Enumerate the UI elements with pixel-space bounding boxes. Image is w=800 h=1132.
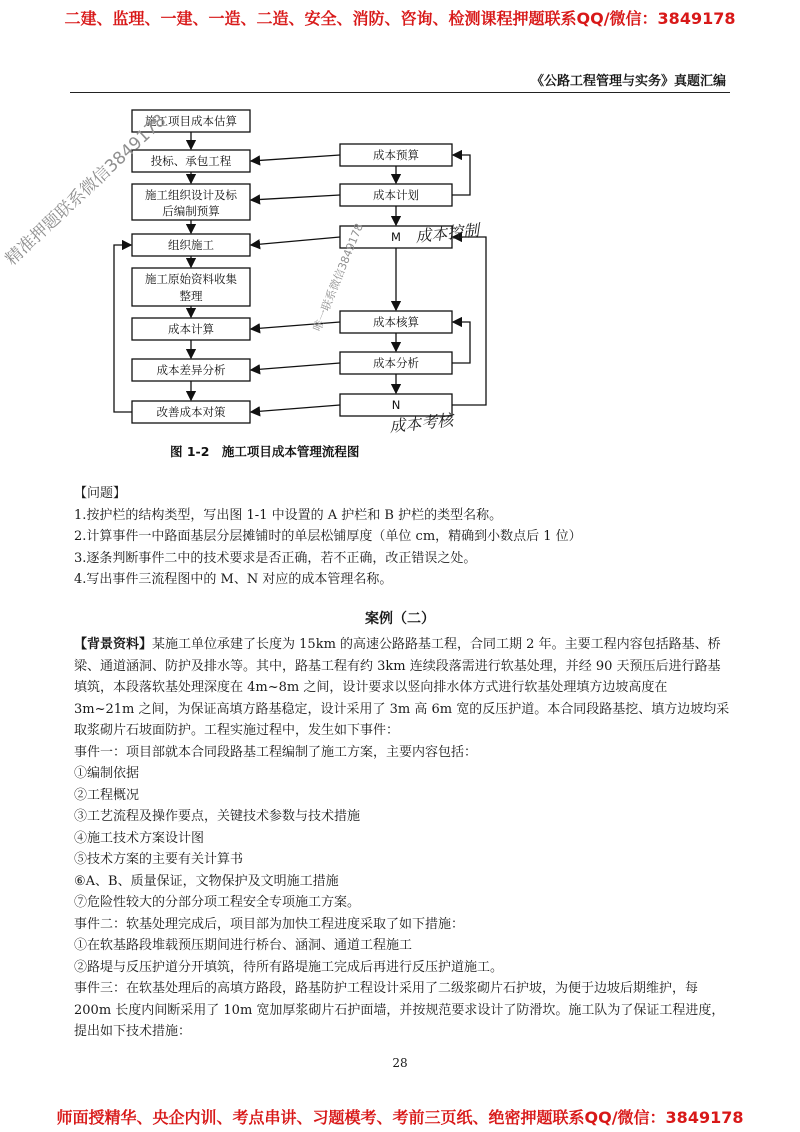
flow-label-collect-1: 施工原始资料收集: [145, 272, 237, 286]
figure-caption: 图 1-2 施工项目成本管理流程图: [170, 444, 360, 459]
top-promo-banner: 二建、监理、一建、一造、二造、安全、消防、咨询、检测课程押题联系QQ/微信：3849178: [64, 9, 736, 28]
flow-label-variance: 成本差异分析: [156, 363, 226, 377]
flow-label-improve: 改善成本对策: [156, 405, 226, 419]
flow-label-analysis: 成本分析: [373, 356, 419, 370]
flow-label-budget: 成本预算: [373, 148, 419, 162]
header-title: 《公路工程管理与实务》真题汇编: [530, 74, 726, 89]
body-line: ⑦危险性较大的分部分项工程安全专项施工方案。: [74, 895, 361, 910]
body-line: ⑥A、B、质量保证，文物保护及文明施工措施: [74, 873, 339, 889]
body-line: ②路堤与反压护道分开填筑，待所有路堤施工完成后再进行反压护道施工。: [74, 959, 504, 975]
body-line: 事件一：项目部就本合同段路基工程编制了施工方案，主要内容包括：: [74, 744, 478, 760]
body-line: 事件二：软基处理完成后，项目部为加快工程进度采取了如下措施：: [74, 916, 465, 932]
page-number: 28: [392, 1056, 408, 1070]
cost-management-flowchart: [1, 96, 510, 468]
background-label: 【背景资料】: [74, 637, 153, 652]
handwritten-m-answer: 成本控制: [414, 220, 481, 246]
flow-label-check: 成本核算: [373, 315, 419, 329]
body-line: ②工程概况: [74, 787, 140, 803]
question-item: 2.计算事件一中路面基层分层摊铺时的单层松铺厚度（单位 cm，精确到小数点后 1 位）: [74, 529, 582, 544]
handwritten-n-answer: 成本考核: [388, 410, 455, 436]
flow-label-n: N: [391, 398, 401, 412]
body-line: ③工艺流程及操作要点，关键技术参数与技术措施: [74, 809, 361, 824]
question-item: 4.写出事件三流程图中的 M、N 对应的成本管理名称。: [74, 572, 393, 587]
question-item: 3.逐条判断事件二中的技术要求是否正确，若不正确，改正错误之处。: [74, 550, 477, 566]
questions-heading: 【问题】: [74, 486, 127, 501]
question-item: 1.按护栏的结构类型，写出图 1-1 中设置的 A 护栏和 B 护栏的类型名称。: [74, 507, 503, 523]
body-line: ①在软基路段堆载预压期间进行桥台、涵洞、通道工程施工: [74, 938, 413, 953]
bottom-promo-banner: 师面授精华、央企内训、考点串讲、习题模考、考前三页纸、绝密押题联系QQ/微信：3849178: [56, 1108, 744, 1127]
body-line: ⑤技术方案的主要有关计算书: [74, 852, 244, 867]
body-line: ④施工技术方案设计图: [74, 830, 205, 846]
flow-label-collect-2: 整理: [179, 289, 203, 303]
body-line: ①编制依据: [74, 766, 140, 781]
background-paragraph: [74, 634, 730, 742]
watermark-diagonal: 精准押题联系微信3849178: [1, 110, 171, 270]
flow-label-m: M: [391, 230, 401, 244]
case-body: [74, 634, 730, 1043]
flow-label-plan: 成本计划: [373, 188, 419, 202]
flow-label-organize: 组织施工: [168, 238, 214, 252]
flow-label-calc: 成本计算: [168, 322, 214, 336]
questions-section: [74, 483, 730, 591]
watermark-small: 唯一联系微信3849178: [310, 221, 366, 334]
flow-label-design-2: 后编制预算: [162, 204, 220, 218]
flow-label-design-1: 施工组织设计及标: [145, 188, 237, 202]
flow-label-estimate: 施工项目成本估算: [145, 114, 237, 128]
background-text: 某施工单位承建了长度为 15km 的高速公路路基工程，合同工期 2 年。主要工程内容包括路基、桥梁、通道涵洞、防护及排水等。其中，路基工程有约 3km 连续段落需进行软基处理，并经 90 天预压后进行路基填筑，本段落软基处理深度在 4m~8m 之间，设计要求以竖向排水体方式进行软基处理填方边坡高度在 3m~21m 之间，为保证高填方路基稳定，设计采用了 3m 高 6m 宽的反压护道。本合同段路基挖、填方边坡均采取浆砌片石坡面防护。工程实施过程中，发生如下事件：: [74, 637, 730, 738]
flow-label-bid: 投标、承包工程: [150, 154, 232, 168]
header-divider: [70, 92, 730, 93]
case-title: 案例（二）: [365, 611, 435, 627]
event-3-paragraph: 事件三：在软基处理后的高填方路段，路基防护工程设计采用了二级浆砌片石护坡，为便于边坡后期维护，每 200m 长度内间断采用了 10m 宽加厚浆砌片石护面墙，并按规范要求设计了防滑坎。施工队为了保证工程进度，提出如下技术措施：: [74, 981, 725, 1039]
